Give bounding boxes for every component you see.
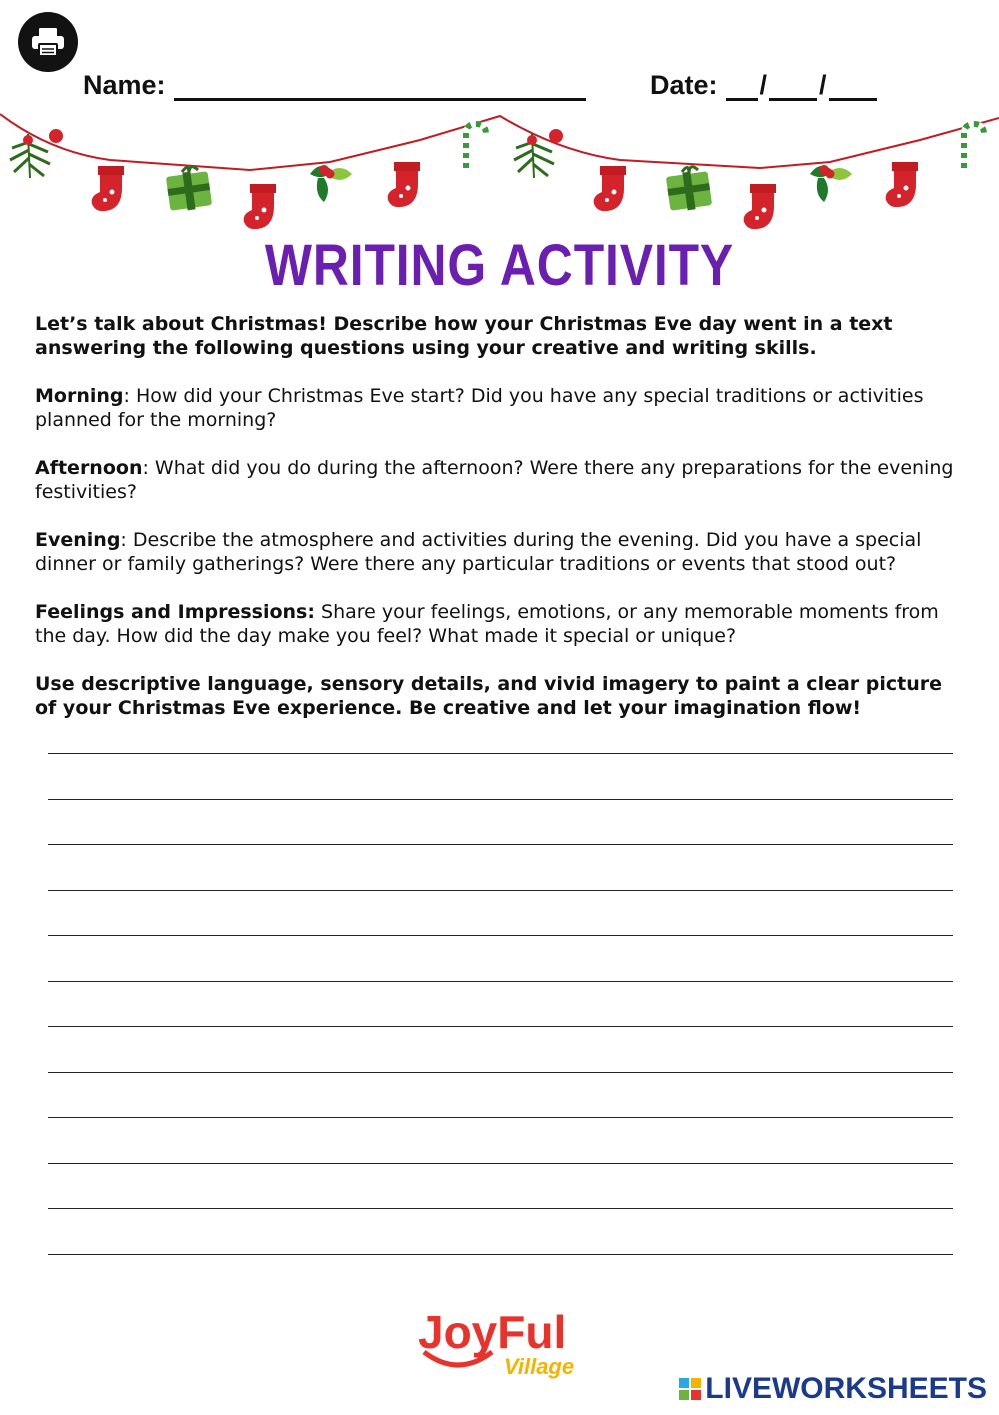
stocking-icon bbox=[744, 184, 776, 229]
date-label: Date: bbox=[650, 70, 718, 100]
writing-line[interactable] bbox=[48, 1118, 953, 1164]
joyful-village-logo bbox=[418, 1300, 588, 1390]
section-evening: Evening: Describe the atmosphere and activities during the evening. Did you have a special dinner or family gatherings? Were there any particular traditions or events that stood out? bbox=[35, 529, 922, 575]
date-slash: / bbox=[819, 70, 827, 100]
writing-line[interactable] bbox=[48, 754, 953, 800]
name-label: Name: bbox=[83, 70, 166, 100]
writing-line[interactable] bbox=[48, 845, 953, 891]
section-text: How did your Christmas Eve start? Did you have any special traditions or activities planned for the morning? bbox=[35, 385, 924, 431]
instructions bbox=[35, 312, 965, 744]
stocking-icon bbox=[594, 166, 626, 211]
svg-text:JoyFul: JoyFul bbox=[418, 1306, 567, 1358]
section-label: Feelings and Impressions: bbox=[35, 601, 315, 623]
stocking-icon bbox=[388, 162, 420, 207]
writing-line[interactable] bbox=[48, 800, 953, 846]
liveworksheets-brand bbox=[679, 1372, 987, 1406]
section-feelings bbox=[35, 600, 965, 648]
brand-text: LIVEWORKSHEETS bbox=[705, 1372, 987, 1405]
intro-text: Let’s talk about Christmas! Describe how your Christmas Eve day went in a text answering the following questions using your creative and writing skills. bbox=[35, 313, 893, 359]
stocking-icon bbox=[244, 184, 276, 229]
header-fields bbox=[0, 70, 999, 104]
date-month-blank[interactable] bbox=[769, 72, 817, 101]
writing-line[interactable] bbox=[48, 891, 953, 937]
holly-icon bbox=[310, 165, 352, 202]
name-blank[interactable] bbox=[174, 72, 586, 101]
writing-line[interactable] bbox=[48, 1164, 953, 1210]
stocking-icon bbox=[886, 162, 918, 207]
date-year-blank[interactable] bbox=[829, 72, 877, 101]
liveworksheets-icon bbox=[679, 1378, 701, 1400]
section-text: Describe the atmosphere and activities during the evening. Did you have a special dinner or family gatherings? Were there any particular traditions or events that stood out? bbox=[35, 529, 922, 575]
section-text: Share your feelings, emotions, or any memorable moments from the day. How did the day make you feel? What made it special or unique? bbox=[35, 601, 939, 647]
section-label: Morning bbox=[35, 385, 124, 407]
section-label: Afternoon bbox=[35, 457, 143, 479]
section-label: Evening bbox=[35, 529, 121, 551]
section-text: What did you do during the afternoon? Were there any preparations for the evening festivities? bbox=[35, 457, 954, 503]
candy-cane-icon bbox=[466, 124, 486, 168]
date-day-blank[interactable] bbox=[726, 72, 758, 101]
holly-icon bbox=[810, 165, 852, 202]
svg-text:Village: Village bbox=[504, 1354, 575, 1379]
name-field[interactable] bbox=[83, 70, 586, 101]
writing-line[interactable] bbox=[48, 936, 953, 982]
christmas-garland bbox=[0, 104, 999, 244]
candy-cane-icon bbox=[964, 124, 984, 168]
writing-line[interactable] bbox=[48, 1027, 953, 1073]
writing-line[interactable] bbox=[48, 1209, 953, 1255]
print-button[interactable] bbox=[18, 12, 78, 72]
date-field[interactable] bbox=[650, 70, 877, 101]
date-slash: / bbox=[759, 70, 768, 100]
closing-text: Use descriptive language, sensory details, and vivid imagery to paint a clear picture of your Christmas Eve experience. Be creative and let your imagination flow! bbox=[35, 673, 943, 719]
writing-line[interactable] bbox=[48, 1073, 953, 1119]
writing-line[interactable] bbox=[48, 982, 953, 1028]
page-title: WRITING ACTIVITY bbox=[264, 233, 735, 298]
gift-icon bbox=[166, 167, 212, 211]
writing-area[interactable] bbox=[48, 752, 953, 1255]
printer-icon bbox=[31, 27, 65, 57]
section-morning: Morning: How did your Christmas Eve start? Did you have any special traditions or activities planned for the morning? bbox=[35, 385, 924, 431]
gift-icon bbox=[666, 167, 712, 211]
section-afternoon: Afternoon: What did you do during the afternoon? Were there any preparations for the evening festivities? bbox=[35, 457, 954, 503]
stocking-icon bbox=[92, 166, 124, 211]
